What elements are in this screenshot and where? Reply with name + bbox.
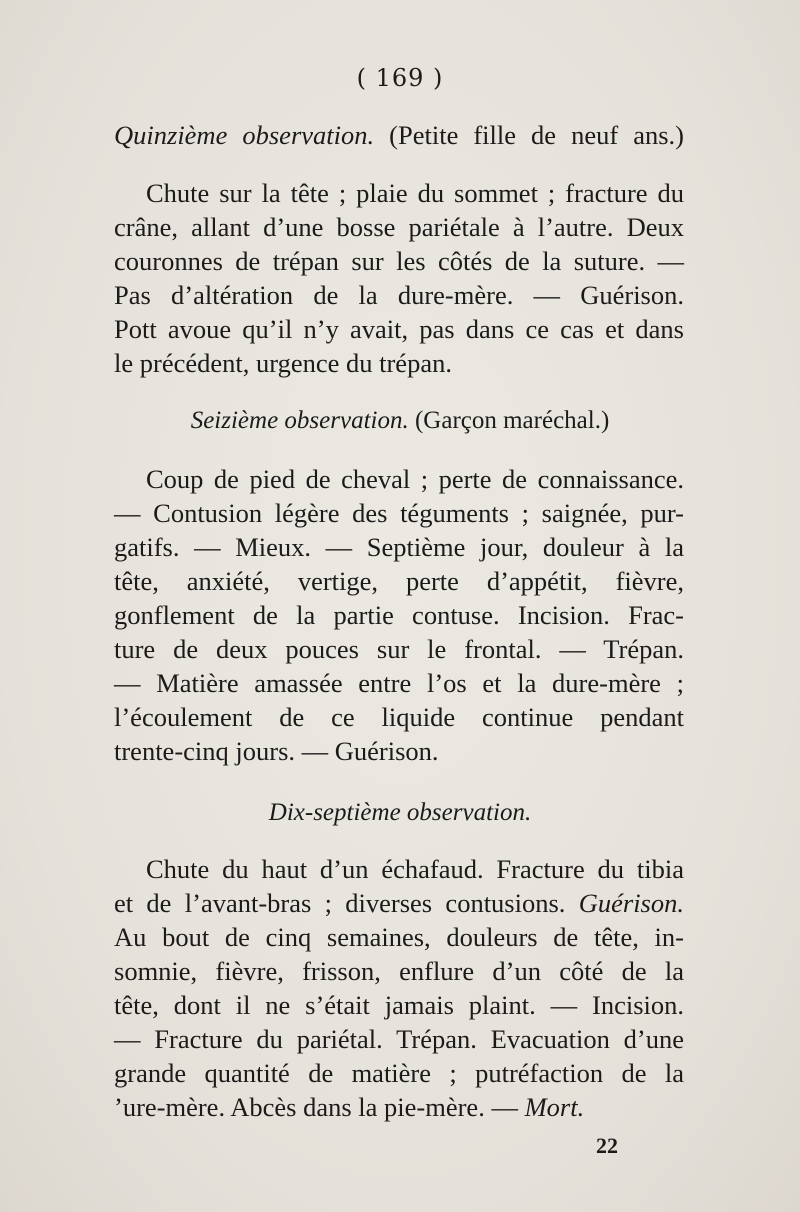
obs15-line-4: Pas d’altération de la dure-mère. — Guérison. <box>114 280 684 310</box>
signature-mark: 22 <box>596 1133 618 1158</box>
obs16-line-1: Coup de pied de cheval ; perte de connaissance. <box>146 464 684 494</box>
obs17-line-2-italic: Guérison. <box>578 888 684 918</box>
obs17-line-6: — Fracture du pariétal. Trépan. Evacuation d’une <box>114 1024 684 1054</box>
obs15-line-2: crâne, allant d’une bosse pariétale à l’autre. Deux <box>114 212 684 242</box>
obs16-line-7: — Matière amassée entre l’os et la dure-mère ; <box>114 668 684 698</box>
obs15-line-3: couronnes de trépan sur les côtés de la suture. — <box>114 246 684 276</box>
obs16-line-3: gatifs. — Mieux. — Septième jour, douleur à la <box>114 532 684 562</box>
obs16-line-2: — Contusion légère des téguments ; saignée, pur- <box>114 498 684 528</box>
obs15-line-5: Pott avoue qu’il n’y avait, pas dans ce cas et dans <box>114 314 684 344</box>
obs17-line-3: Au bout de cinq semaines, douleurs de tête, in- <box>114 922 684 952</box>
obs17-line-8-text: ’ure-mère. Abcès dans la pie-mère. — <box>114 1092 518 1122</box>
obs17-line-5: tête, dont il ne s’était jamais plaint. — Incision. <box>114 990 684 1020</box>
obs17-line-4: somnie, fièvre, frisson, enflure d’un côté de la <box>114 956 684 986</box>
obs17-line-8 <box>114 1090 684 1124</box>
obs16-line-6: ture de deux pouces sur le frontal. — Trépan. <box>114 634 684 664</box>
obs17-line-2-text: et de l’avant-bras ; diverses contusions. <box>114 888 566 918</box>
obs16-line-4: tête, anxiété, vertige, perte d’appétit, fièvre, <box>114 566 684 596</box>
obs16-title <box>0 404 800 438</box>
obs15-line-1: Chute sur la tête ; plaie du sommet ; fracture du <box>146 178 684 208</box>
obs16-title-italic: Seizième observation. <box>190 407 409 434</box>
obs16-line-8: l’écoulement de ce liquide continue pendant <box>114 702 684 732</box>
obs17-line-2 <box>114 886 684 920</box>
obs15-title <box>114 118 684 152</box>
obs15-title-italic: Quinzième observation. <box>114 120 375 150</box>
obs16-title-rest: (Garçon maréchal.) <box>408 407 610 434</box>
obs15-title-rest: (Petite fille de neuf ans.) <box>374 120 684 150</box>
obs16-line-5: gonflement de la partie contuse. Incision. Frac- <box>114 600 684 630</box>
obs17-line-7: grande quantité de matière ; putréfaction de la <box>114 1058 684 1088</box>
obs17-title: Dix-septième observation. <box>268 799 532 826</box>
obs17-line-1: Chute du haut d’un échafaud. Fracture du tibia <box>146 854 684 884</box>
obs15-line-6: le précédent, urgence du trépan. <box>114 348 452 378</box>
obs16-line-9: trente-cinq jours. — Guérison. <box>114 736 439 766</box>
obs17-line-8-italic: Mort. <box>524 1092 585 1122</box>
page-number: ( 169 ) <box>356 64 444 92</box>
